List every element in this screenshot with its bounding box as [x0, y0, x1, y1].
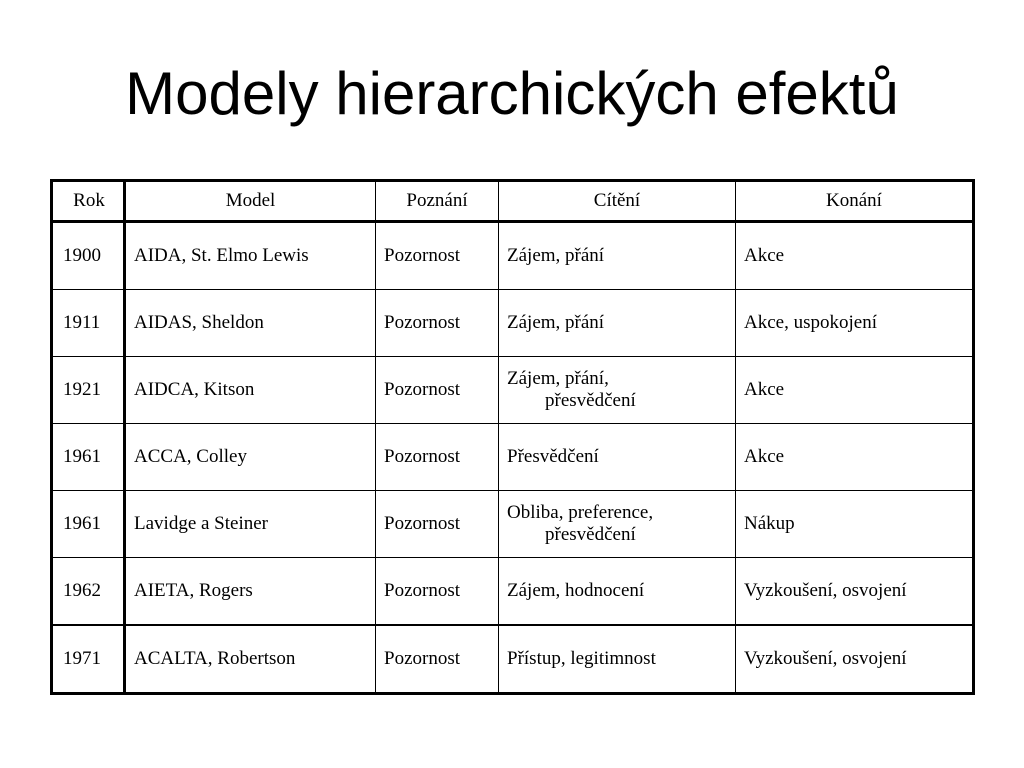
cell-konani: Vyzkoušení, osvojení — [736, 558, 974, 626]
cell-rok: 1961 — [52, 491, 125, 558]
cell-citeni-line1: Zájem, přání, — [507, 368, 609, 389]
table-row — [52, 491, 974, 558]
cell-poznani: Pozornost — [376, 491, 499, 558]
cell-poznani: Pozornost — [376, 424, 499, 491]
header-poznani: Poznání — [376, 181, 499, 222]
cell-konani: Akce, uspokojení — [736, 290, 974, 357]
cell-model: AIDA, St. Elmo Lewis — [125, 222, 376, 290]
table-row — [52, 625, 974, 694]
header-citeni: Cítění — [499, 181, 736, 222]
cell-rok: 1961 — [52, 424, 125, 491]
cell-model: Lavidge a Steiner — [125, 491, 376, 558]
cell-citeni: Přístup, legitimnost — [499, 625, 736, 694]
cell-rok: 1971 — [52, 625, 125, 694]
cell-konani: Akce — [736, 357, 974, 424]
cell-citeni-line2: přesvědčení — [545, 524, 636, 545]
cell-model: AIDAS, Sheldon — [125, 290, 376, 357]
cell-citeni-line2: přesvědčení — [545, 390, 636, 411]
header-konani: Konání — [736, 181, 974, 222]
cell-konani: Akce — [736, 424, 974, 491]
cell-konani: Vyzkoušení, osvojení — [736, 625, 974, 694]
cell-rok: 1921 — [52, 357, 125, 424]
cell-citeni: Zájem, přání — [499, 222, 736, 290]
slide-title: Modely hierarchických efektů — [125, 60, 899, 127]
hierarchical-effects-table — [50, 179, 975, 695]
cell-citeni-line1: Obliba, preference, — [507, 502, 654, 523]
cell-poznani: Pozornost — [376, 290, 499, 357]
cell-rok: 1911 — [52, 290, 125, 357]
table-header-row — [52, 181, 974, 222]
table-row — [52, 558, 974, 626]
table-row — [52, 222, 974, 290]
cell-model: AIETA, Rogers — [125, 558, 376, 626]
table-row — [52, 290, 974, 357]
header-rok: Rok — [52, 181, 125, 222]
cell-citeni: Zájem, přání — [499, 290, 736, 357]
cell-citeni — [499, 357, 736, 424]
cell-poznani: Pozornost — [376, 357, 499, 424]
cell-model: ACALTA, Robertson — [125, 625, 376, 694]
table-row — [52, 357, 974, 424]
cell-konani: Nákup — [736, 491, 974, 558]
cell-poznani: Pozornost — [376, 625, 499, 694]
cell-poznani: Pozornost — [376, 558, 499, 626]
header-model: Model — [125, 181, 376, 222]
cell-rok: 1962 — [52, 558, 125, 626]
cell-citeni: Zájem, hodnocení — [499, 558, 736, 626]
cell-rok: 1900 — [52, 222, 125, 290]
cell-konani: Akce — [736, 222, 974, 290]
cell-model: AIDCA, Kitson — [125, 357, 376, 424]
cell-model: ACCA, Colley — [125, 424, 376, 491]
cell-citeni — [499, 491, 736, 558]
cell-citeni: Přesvědčení — [499, 424, 736, 491]
table-row — [52, 424, 974, 491]
cell-poznani: Pozornost — [376, 222, 499, 290]
